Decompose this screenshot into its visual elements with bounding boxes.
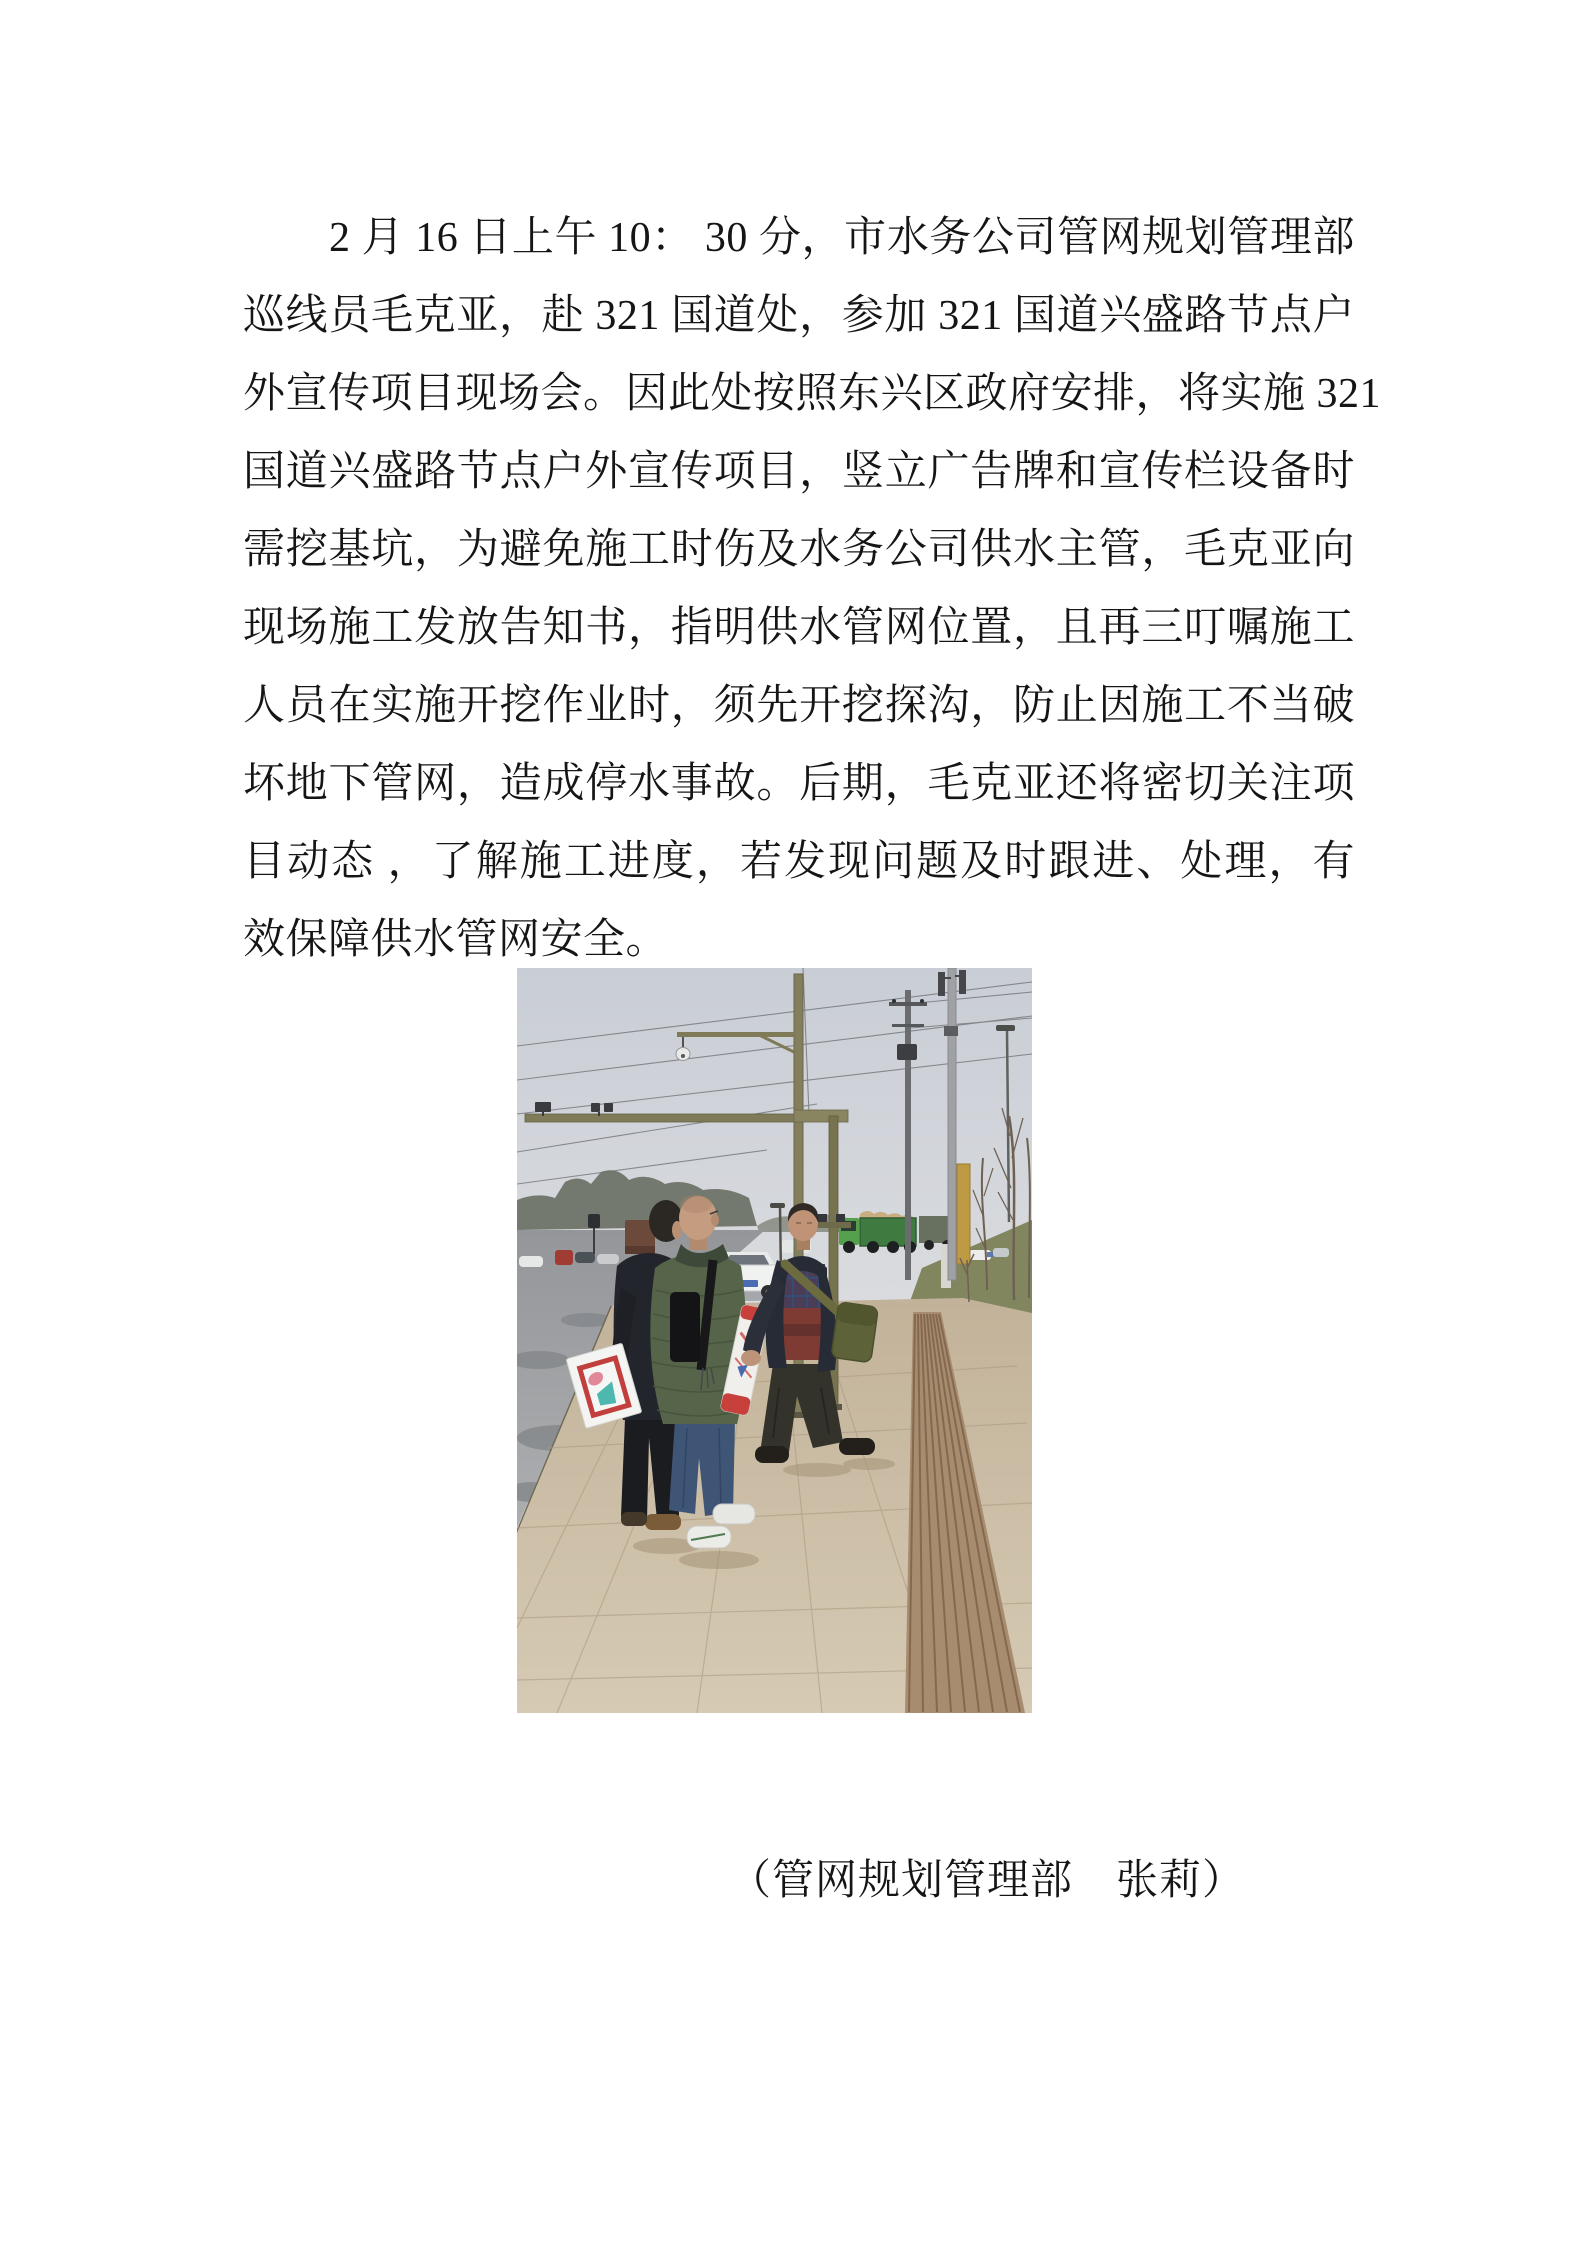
paragraph-line: 国道兴盛路节点户外宣传项目，竖立广告牌和宣传栏设备时 xyxy=(243,449,1355,495)
paragraph-line: 人员在实施开挖作业时，须先开挖探沟，防止因施工不当破 xyxy=(243,683,1355,729)
paragraph-line: 巡线员毛克亚，赴 321 国道处，参加 321 国道兴盛路节点户 xyxy=(243,293,1355,339)
site-photo xyxy=(517,968,1032,1713)
paragraph-line: 现场施工发放告知书，指明供水管网位置，且再三叮嘱施工 xyxy=(243,605,1355,651)
paragraph-line: 目动态 ，了解施工进度，若发现问题及时跟进、处理，有 xyxy=(243,839,1355,885)
paragraph-line: 坏地下管网，造成停水事故。后期，毛克亚还将密切关注项 xyxy=(243,761,1355,807)
paragraph-line: 效保障供水管网安全。 xyxy=(243,917,669,963)
photo-yellow-column xyxy=(957,1164,970,1264)
site-photo-illustration xyxy=(517,968,1032,1713)
paragraph-line: 2 月 16 日上午 10： 30 分，市水务公司管网规划管理部 xyxy=(329,215,1355,261)
photo-crossbody-bag xyxy=(831,1302,878,1363)
paragraph-line: 需挖基坑，为避免施工时伤及水务公司供水主管，毛克亚向 xyxy=(243,527,1355,573)
paragraph-line: 外宣传项目现场会。因此处按照东兴区政府安排，将实施 321 xyxy=(243,371,1382,417)
signature-line: （管网规划管理部 张莉） xyxy=(728,1858,1245,1904)
body-text xyxy=(243,199,1382,979)
